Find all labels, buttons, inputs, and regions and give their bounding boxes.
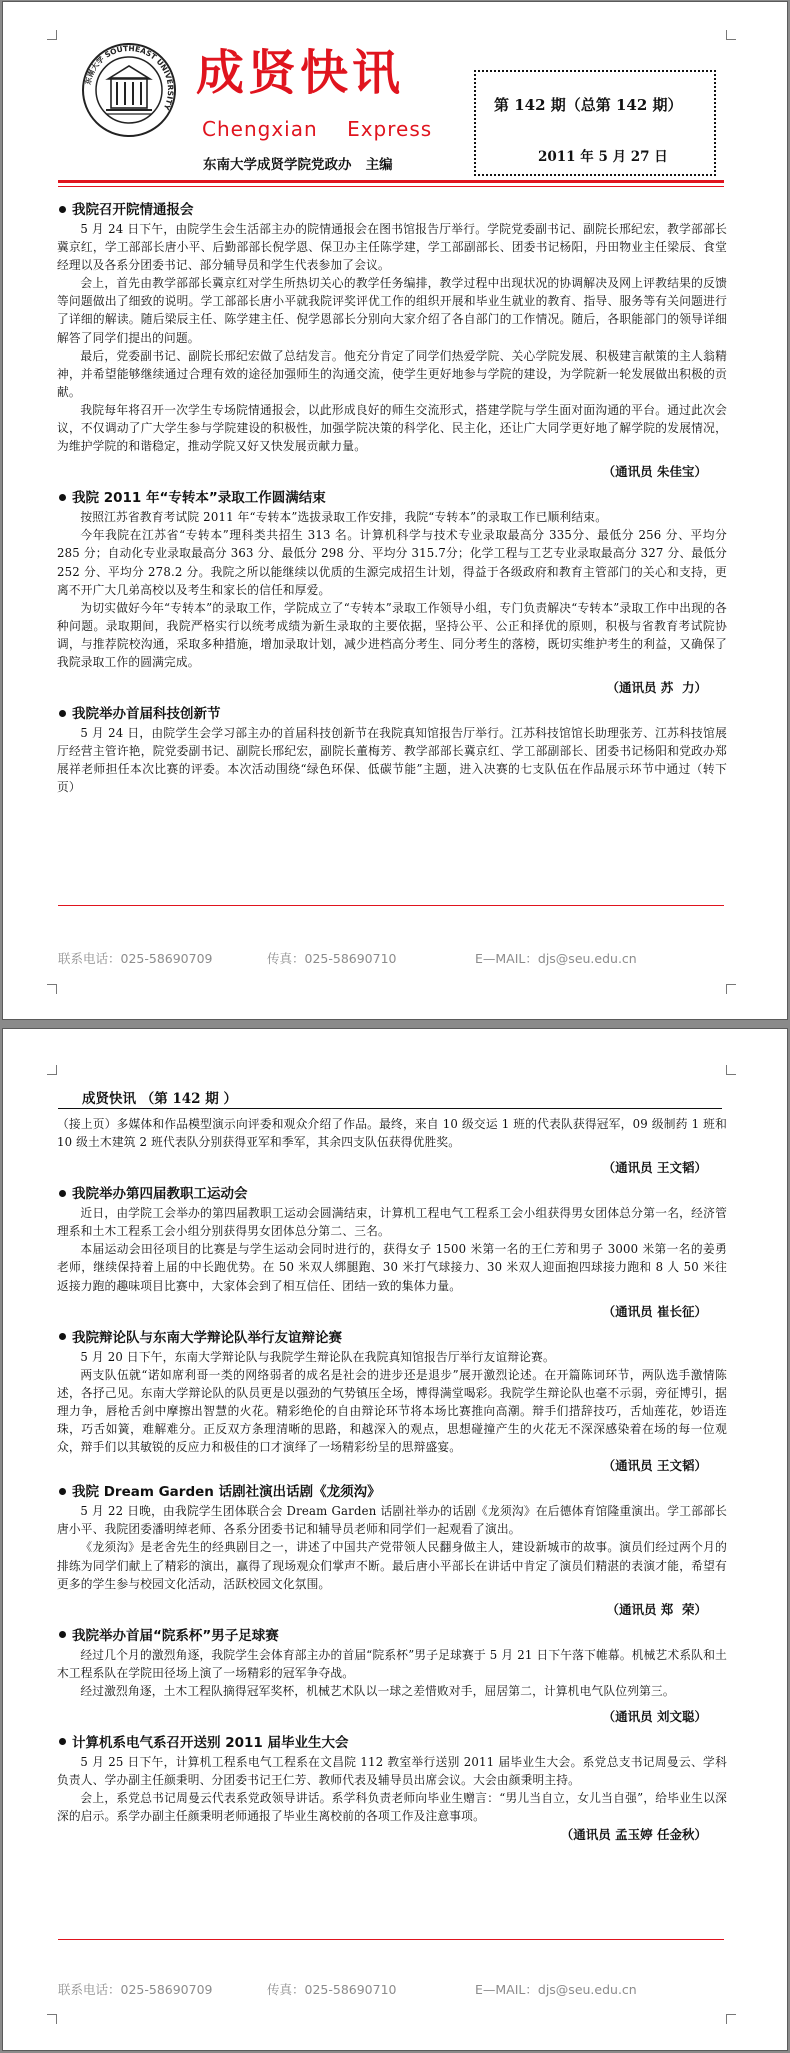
page-header-rule — [58, 1108, 722, 1109]
crop-mark — [726, 30, 736, 40]
page-2 — [2, 1028, 788, 2051]
article-paragraph: 本届运动会田径项目的比赛是与学生运动会同时进行的，获得女子 1500 米第一名的王仁芳和男子 3000 米第一名的姜勇老师，继续保持着上届的中长跑优势。在 50 米双人绑腿跑、30 米打气球接力、30 米双人迎面抱四球接力跑和 8 人 50 米往返接力跑的趣味项目比赛中，大家体会到了相互信任、团结一致的集体力量。 — [57, 1242, 727, 1293]
page1-content — [57, 200, 727, 796]
footer-phone: 联系电话：025-58690709 — [58, 951, 213, 966]
masthead-title: 成贤快讯 — [196, 45, 405, 101]
article — [57, 200, 727, 482]
bullet-icon — [59, 494, 66, 501]
footer-phone: 联系电话：025-58690709 — [58, 1982, 213, 1997]
page2-content — [57, 1115, 727, 1851]
bullet-icon — [59, 1190, 66, 1197]
article-byline: （通讯员 王文韬） — [602, 1458, 707, 1474]
article-title: 我院召开院情通报会 — [57, 200, 727, 220]
crop-mark — [726, 984, 736, 994]
article-paragraph: 按照江苏省教育考试院 2011 年“专转本”选拔录取工作安排，我院“专转本”的录取工作已顺利结束。 — [80, 510, 608, 525]
bullet-icon — [59, 710, 66, 717]
masthead-editor: 东南大学成贤学院党政办 主编 — [203, 157, 393, 173]
footer-rule — [58, 1939, 724, 1940]
issue-box — [474, 70, 716, 176]
article-title: 我院 Dream Garden 话剧社演出话剧《龙须沟》 — [57, 1482, 727, 1502]
article-paragraph: 5 月 25 日下午，计算机工程系电气工程系在文昌院 112 教室举行送别 2011 届毕业生大会。系党总支书记周曼云、学科负责人、学办副主任颜秉明、分团委书记王仁芳、教师代表及辅导员出席会议。大会由颜秉明主持。 — [57, 1754, 727, 1788]
article-paragraph: 两支队伍就“诺如席利哥一类的网络弱者的成名是社会的进步还是退步”展开激烈论述。在开篇陈词环节，两队选手激情陈述，各抒己见。东南大学辩论队的队员更是以强劲的气势镇压全场，博得满堂喝彩。我院学生辩论队也毫不示弱，旁征博引，据理力争，唇枪舌剑中摩擦出智慧的火花。精彩绝伦的自由辩论环节将本场比赛推向高潮。辩手们措辞技巧，舌灿莲花，妙语连珠，巧舌如簧，难解难分。正反双方条理清晰的思路，和越深入的观点，思想碰撞产生的火花无不深深感染着在场的每一位观众，辩手们以其敏锐的反应力和极佳的口才演绎了一场精彩纷呈的思辩盛宴。 — [57, 1367, 727, 1455]
article — [57, 1482, 727, 1619]
footer-rule — [58, 905, 724, 906]
bullet-icon — [59, 1488, 66, 1495]
svg-text:东南大学 SOUTHEAST UNIVERSITY: 东南大学 SOUTHEAST UNIVERSITY — [83, 43, 176, 112]
bullet-icon — [59, 1333, 66, 1340]
article-byline: （通讯员 苏 力） — [606, 680, 707, 696]
issue-date: 2011 年 5 月 27 日 — [538, 149, 668, 165]
article-title: 我院举办首届“院系杯”男子足球赛 — [57, 1626, 727, 1646]
article-paragraph: （接上页）多媒体和作品模型演示向评委和观众介绍了作品。最终，来自 10 级交运 1 班的代表队获得冠军，09 级制药 1 班和 10 级土木建筑 2 班代表队分别获得亚军和季军，其余四支队伍获得优胜奖。 — [57, 1117, 727, 1150]
article-paragraph: 经过激烈角逐，土木工程队摘得冠军奖杯，机械艺术队以一球之差惜败对手，屈居第二，计算机电气队位列第三。 — [80, 1683, 675, 1698]
page-header: 成贤快讯 （第 142 期 ） — [82, 1091, 237, 1107]
crop-mark — [47, 30, 57, 40]
crop-mark — [47, 984, 57, 994]
bullet-icon — [59, 206, 66, 213]
article — [57, 1733, 727, 1845]
footer-email: E—MAIL：djs@seu.edu.cn — [475, 951, 637, 966]
crop-mark — [726, 1065, 736, 1075]
article-title: 我院辩论队与东南大学辩论队举行友谊辩论赛 — [57, 1328, 727, 1348]
article — [57, 1184, 727, 1321]
article-paragraph: 为切实做好今年“专转本”的录取工作，学院成立了“专转本”录取工作领导小组，专门负责解决“专转本”录取工作中出现的各种问题。录取期间，我院严格实行以统考成绩为新生录取的主要依据，坚持公平、公正和择优的原则，积极与省教育考试院协调，与推荐院校沟通，采取多种措施，增加录取计划，减少进档高分考生、同分考生的落榜，既切实维护考生的利益，又确保了我院录取工作的圆满完成。 — [57, 600, 727, 669]
article-continuation — [57, 1115, 727, 1178]
article-byline: （通讯员 孟玉婷 任金秋） — [560, 1827, 707, 1843]
article-paragraph: 今年我院在江苏省“专转本”理科类共招生 313 名。计算机科学与技术专业录取最高分 335分、最低分 256 分、平均分 285 分；自动化专业录取最高分 363 分、最低分 298 分、平均分 315.7分；化学工程与工艺专业录取最高分 327 分、最低分 252 分、平均分 278.2 分。我院之所以能继续以优质的生源完成招生计划，得益于各级政府和教育主管部门的关心和支持，更离不开广大几弟高校以及考生和家长的信任和厚爱。 — [57, 528, 727, 597]
masthead-subtitle: Chengxian Express — [202, 117, 433, 141]
masthead-rule — [58, 180, 724, 183]
article-paragraph: 我院每年将召开一次学生专场院情通报会，以此形成良好的师生交流形式，搭建学院与学生面对面沟通的平台。通过此次会议，不仅调动了广大学生参与学院建设的积极性，加强学院决策的科学化、民主化，还让广大同学更好地了解学院的发展情况，为维护学院的和谐稳定，推动学院又好又快发展贡献力量。 — [57, 402, 727, 454]
article-byline: （通讯员 王文韬） — [602, 1160, 707, 1176]
article-paragraph: 近日，由学院工会举办的第四届教职工运动会圆满结束，计算机工程电气工程系工会小组获得男女团体总分第一名，经济管理系和土木工程系工会小组分别获得男女团体总分第二、三名。 — [57, 1206, 727, 1239]
article-byline: （通讯员 朱佳宝） — [602, 464, 707, 480]
crop-mark — [47, 1065, 57, 1075]
page-1 — [2, 1, 788, 1020]
article-title: 我院 2011 年“专转本”录取工作圆满结束 — [57, 488, 727, 508]
bullet-icon — [59, 1631, 66, 1638]
crop-mark — [726, 2014, 736, 2024]
article-paragraph: 5 月 20 日下午，东南大学辩论队与我院学生辩论队在我院真知馆报告厅举行友谊辩论赛。 — [80, 1349, 555, 1364]
article — [57, 1626, 727, 1727]
footer-fax: 传真：025-58690710 — [267, 1982, 397, 1997]
article-paragraph: 会上，系党总书记周曼云代表系党政领导讲话。系学科负责老师向毕业生赠言：“男儿当自立，女儿当自强”，给毕业生以深深的启示。系学办副主任颜秉明老师通报了毕业生离校前的各项工作及注意事项。 — [57, 1791, 727, 1824]
masthead-rule — [58, 186, 724, 187]
article-title: 我院举办第四届教职工运动会 — [57, 1184, 727, 1204]
article — [57, 1328, 727, 1477]
footer-email: E—MAIL：djs@seu.edu.cn — [475, 1982, 637, 1997]
article — [57, 704, 727, 796]
article-paragraph: 5 月 22 日晚，由我院学生团体联合会 Dream Garden 话剧社举办的话剧《龙须沟》在后德体育馆隆重演出。学工部部长唐小平、我院团委潘明绰老师、各系分团委书记和辅导员老师和同学们一起观看了演出。 — [57, 1504, 727, 1537]
footer-fax: 传真：025-58690710 — [267, 951, 397, 966]
bullet-icon — [59, 1738, 66, 1745]
article-byline: （通讯员 刘文聪） — [602, 1708, 707, 1724]
article-byline: （通讯员 郑 荣） — [606, 1601, 707, 1617]
university-seal-icon — [81, 42, 177, 138]
article-paragraph: 会上，首先由教学部部长冀京红对学生所热切关心的教学任务编排，教学过程中出现状况的协调解决及网上评教结果的反馈等问题做出了细致的说明。学工部部长唐小平就我院评奖评优工作的组织开展和毕业生就业的教育、指导、服务等有关问题进行了详细的解读。随后梁辰主任、陈学建主任、倪学恩部长分别向大家介绍了各自部门的工作情况。随后，各职能部门的领导详细解答了同学们提出的问题。 — [57, 276, 727, 345]
article — [57, 488, 727, 698]
article-title: 计算机系电气系召开送别 2011 届毕业生大会 — [57, 1733, 727, 1753]
crop-mark — [47, 2014, 57, 2024]
article-byline: （通讯员 崔长征） — [602, 1303, 707, 1319]
article-paragraph: 最后，党委副书记、副院长邢纪宏做了总结发言。他充分肯定了同学们热爱学院、关心学院发展、积极建言献策的主人翁精神，并希望能够继续通过合理有效的途径加强师生的沟通交流，使学生更好地参与学院的建设，为学院新一轮发展做出积极的贡献。 — [57, 348, 727, 399]
article-title: 我院举办首届科技创新节 — [57, 704, 727, 724]
article-paragraph: 5 月 24 日下午，由院学生会生活部主办的院情通报会在图书馆报告厅举行。学院党委副书记、副院长邢纪宏，教学部部长冀京红，学工部部长唐小平、后勤部部长倪学恩、保卫办主任陈学建，学工部副部长、团委书记杨阳，丹田物业主任梁辰、食堂经理以及各系分团委书记、部分辅导员和学生代表参加了会议。 — [57, 222, 727, 273]
article-paragraph: 经过几个月的激烈角逐，我院学生会体育部主办的首届“院系杯”男子足球赛于 5 月 21 日下午落下帷幕。机械艺术系队和土木工程系队在学院田径场上演了一场精彩的冠军争夺战。 — [57, 1647, 727, 1680]
article-paragraph: 5 月 24 日，由院学生会学习部主办的首届科技创新节在我院真知馆报告厅举行。江苏科技馆馆长助理张芳、江苏科技馆展厅经营主管许艳，院党委副书记、副院长邢纪宏，副院长董梅芳、教学部部长冀京红、学工部副部长、团委书记杨阳和党政办郑展祥老师担任本次比赛的评委。本次活动围绕“绿色环保、低碳节能”主题，进入决赛的七支队伍在作品展示环节中通过（转下页） — [57, 726, 727, 795]
article-paragraph: 《龙须沟》是老舍先生的经典剧目之一，讲述了中国共产党带领人民翻身做主人，建设新城市的故事。演员们经过两个月的排练为同学们献上了精彩的演出，赢得了现场观众们掌声不断。最后唐小平部长在讲话中肯定了演员们精湛的表演才能，希望有更多的学生参与校园文化活动，活跃校园文化氛围。 — [57, 1540, 727, 1591]
issue-number: 第 142 期（总第 142 期） — [494, 96, 683, 114]
